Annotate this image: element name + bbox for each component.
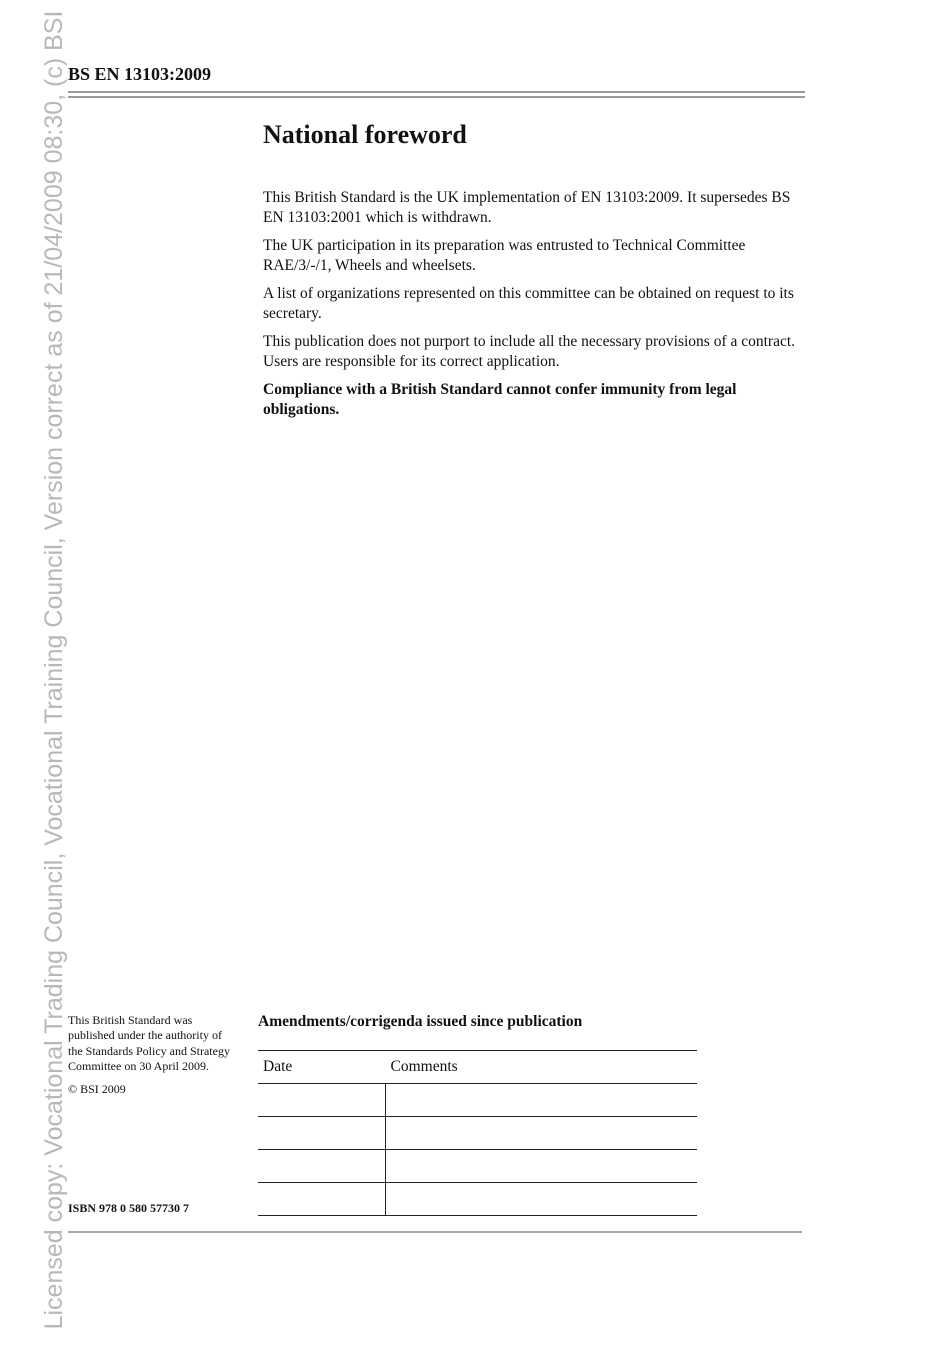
foreword-body [263,188,803,428]
foreword-paragraph: This publication does not purport to include all the necessary provisions of a contract. Users are responsible for its correct application. [263,333,796,370]
page-title: National foreword [263,120,467,149]
table-row [258,1150,697,1183]
foreword-paragraph: A list of organizations represented on this committee can be obtained on request to its secretary. [263,285,794,322]
compliance-statement: Compliance with a British Standard cannot confer immunity from legal obligations. [263,381,737,418]
document-id: BS EN 13103:2009 [68,64,212,84]
comments-cell [386,1150,698,1183]
watermark-text: Licensed copy: Vocational Trading Council, Vocational Training Council, Version correct as of 21/04/2009 08:30, (c) BSI [40,10,68,1330]
table-header-row [258,1051,697,1084]
date-cell [258,1084,386,1117]
comments-cell [386,1084,698,1117]
column-header-comments: Comments [386,1051,698,1084]
date-cell [258,1183,386,1216]
publication-note [68,1013,238,1105]
table-row [258,1117,697,1150]
amendments-table [258,1050,697,1216]
comments-cell [386,1117,698,1150]
table-row [258,1183,697,1216]
publication-text: This British Standard was published under the authority of the Standards Policy and Strategy Committee on 30 April 2009. [68,1013,230,1073]
watermark [0,0,68,1345]
date-cell [258,1117,386,1150]
date-cell [258,1150,386,1183]
amendments-heading: Amendments/corrigenda issued since publication [258,1013,583,1030]
foreword-paragraph: This British Standard is the UK implementation of EN 13103:2009. It supersedes BS EN 13103:2001 which is withdrawn. [263,189,791,226]
foreword-paragraph: The UK participation in its preparation was entrusted to Technical Committee RAE/3/-/1, Wheels and wheelsets. [263,237,746,274]
copyright-text: © BSI 2009 [68,1082,126,1097]
table-row [258,1084,697,1117]
column-header-date: Date [258,1051,386,1084]
header-rule-secondary [68,96,805,98]
header-rule [68,91,805,93]
comments-cell [386,1183,698,1216]
footer-rule [68,1231,802,1233]
isbn: ISBN 978 0 580 57730 7 [68,1201,190,1215]
